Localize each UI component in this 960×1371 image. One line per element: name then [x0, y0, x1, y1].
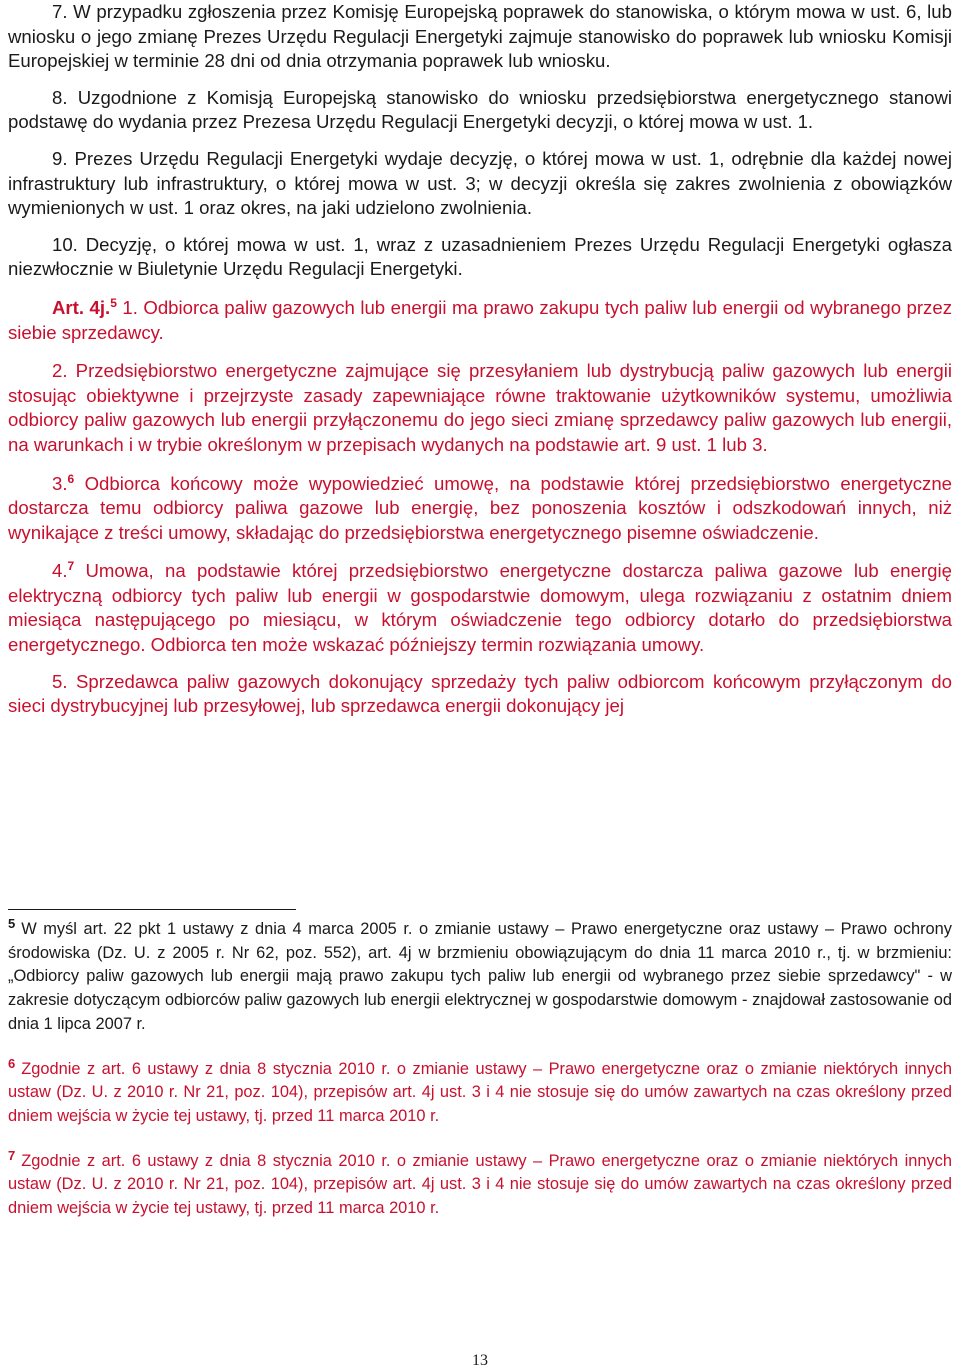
article-4j-ust-3 [8, 472, 952, 546]
footnote-number: 5 [8, 916, 16, 931]
article-4j-ust-1 [8, 296, 952, 345]
ust-3-number: 3. [52, 472, 68, 494]
ust-4-text: Umowa, na podstawie której przedsiębiorstwo energetyczne dostarcza paliwa gazowe lub energię elektryczną odbiorcy tych paliw lub energii w gospodarstwie domowym, ulega rozwiązaniu z ostatnim dniem miesiąca następującego po miesiącu, w którym oświadczenie tego odbiorcy dotarło do przedsiębiorstwa energetycznego. Odbiorca ten może wskazać późniejszy termin rozwiązania umowy. [8, 560, 952, 656]
footnote-text: Zgodnie z art. 6 ustawy z dnia 8 stycznia 2010 r. o zmianie ustawy – Prawo energetyczne oraz o zmianie niektórych innych ustaw (Dz. U. z 2010 r. Nr 21, poz. 104), przepisów art. 4j ust. 3 i 4 nie stosuje się do umów zawartych na czas określony przed dniem wejścia w życie tej ustawy, tj. przed 11 marca 2010 r. [8, 1151, 952, 1218]
article-4j-ust-1-text: 1. Odbiorca paliw gazowych lub energii ma prawo zakupu tych paliw lub energii od wybranego przez siebie sprzedawcy. [8, 296, 952, 343]
footnote-number: 6 [8, 1055, 16, 1071]
paragraph-ust-10: 10. Decyzję, o której mowa w ust. 1, wraz z uzasadnieniem Prezes Urzędu Regulacji Energetyki ogłasza niezwłocznie w Biuletynie Urzędu Regulacji Energetyki. [8, 233, 952, 280]
footnote-ref-5[interactable]: 5 [110, 295, 117, 310]
footnote-5 [8, 918, 952, 1037]
ust-4-number: 4. [52, 560, 68, 582]
footnote-6 [8, 1055, 952, 1129]
article-4j-ust-4 [8, 559, 952, 657]
article-4j-ust-2: 2. Przedsiębiorstwo energetyczne zajmujące się przesyłaniem lub dystrybucją paliw gazowych lub energii stosując obiektywne i przejrzyste zasady zapewniające równe traktowanie użytkowników systemu, umożliwia odbiorcy paliw gazowych lub energii przyłączonemu do jego sieci zmianę sprzedawcy paliw gazowych lub energii, na warunkach i w trybie określonym w przepisach wydanych na podstawie art. 9 ust. 1 lub 3. [8, 360, 952, 455]
footnote-7 [8, 1147, 952, 1221]
document-page [8, 0, 952, 719]
footnote-text: Zgodnie z art. 6 ustawy z dnia 8 stycznia 2010 r. o zmianie ustawy – Prawo energetyczne oraz o zmianie niektórych innych ustaw (Dz. U. z 2010 r. Nr 21, poz. 104), przepisów art. 4j ust. 3 i 4 nie stosuje się do umów zawartych na czas określony przed dniem wejścia w życie tej ustawy, tj. przed 11 marca 2010 r. [8, 1059, 952, 1125]
footnote-ref-7[interactable]: 7 [67, 559, 75, 574]
paragraph-ust-7: 7. W przypadku zgłoszenia przez Komisję Europejską poprawek do stanowiska, o którym mowa w ust. 6, lub wniosku o jego zmianę Prezes Urzędu Regulacji Energetyki zajmuje stanowisko do poprawek lub wniosku Komisji Europejskiej w terminie 28 dni od dnia otrzymania poprawek lub wniosku. [8, 1, 952, 72]
ust-3-text: Odbiorca końcowy może wypowiedzieć umowę, na podstawie której przedsiębiorstwo energetyczne dostarcza temu odbiorcy paliwa gazowe lub energię, bez ponoszenia kosztów i odszkodowań innych, niż wynikające z treści umowy, składając do przedsiębiorstwa energetycznego pisemne oświadczenie. [8, 472, 952, 543]
footnote-ref-6[interactable]: 6 [67, 471, 75, 486]
footnote-separator [8, 909, 296, 910]
article-4j-ust-5: 5. Sprzedawca paliw gazowych dokonujący sprzedaży tych paliw odbiorcom końcowym przyłączonym do sieci dystrybucyjnej lub przesyłowej, lub sprzedawca energii dokonujący jej [8, 670, 952, 717]
footnote-text: W myśl art. 22 pkt 1 ustawy z dnia 4 marca 2005 r. o zmianie ustawy – Prawo energetyczne oraz ustawy – Prawo ochrony środowiska (Dz. U. z 2005 r. Nr 62, poz. 552), art. 4j w brzmieniu obowiązującym do dnia 11 marca 2010 r., tj. w brzmieniu: „Odbiorcy paliw gazowych lub energii mają prawo zakupu tych paliw lub energii od wybranego przez siebie sprzedawcy" - w zakresie dotyczącym odbiorców paliw gazowych lub energii elektrycznej w gospodarstwie domowym - znajdował zastosowanie od dnia 1 lipca 2007 r. [8, 920, 952, 1033]
page-number: 13 [472, 1352, 488, 1369]
article-heading: Art. 4j. [52, 296, 111, 318]
paragraph-ust-9: 9. Prezes Urzędu Regulacji Energetyki wydaje decyzję, o której mowa w ust. 1, odrębnie dla każdej nowej infrastruktury lub infrastruktury, o której mowa w ust. 3; w decyzji określa się zakres zwolnienia z obowiązków wymienionych w ust. 1 oraz okres, na jaki udzielono zwolnienia. [8, 147, 952, 219]
footnotes [8, 918, 952, 1221]
footnote-number: 7 [8, 1147, 16, 1163]
paragraph-ust-8: 8. Uzgodnione z Komisją Europejską stanowisko do wniosku przedsiębiorstwa energetycznego stanowi podstawę do wydania przez Prezesa Urzędu Regulacji Energetyki decyzji, o której mowa w ust. 1. [8, 86, 952, 133]
